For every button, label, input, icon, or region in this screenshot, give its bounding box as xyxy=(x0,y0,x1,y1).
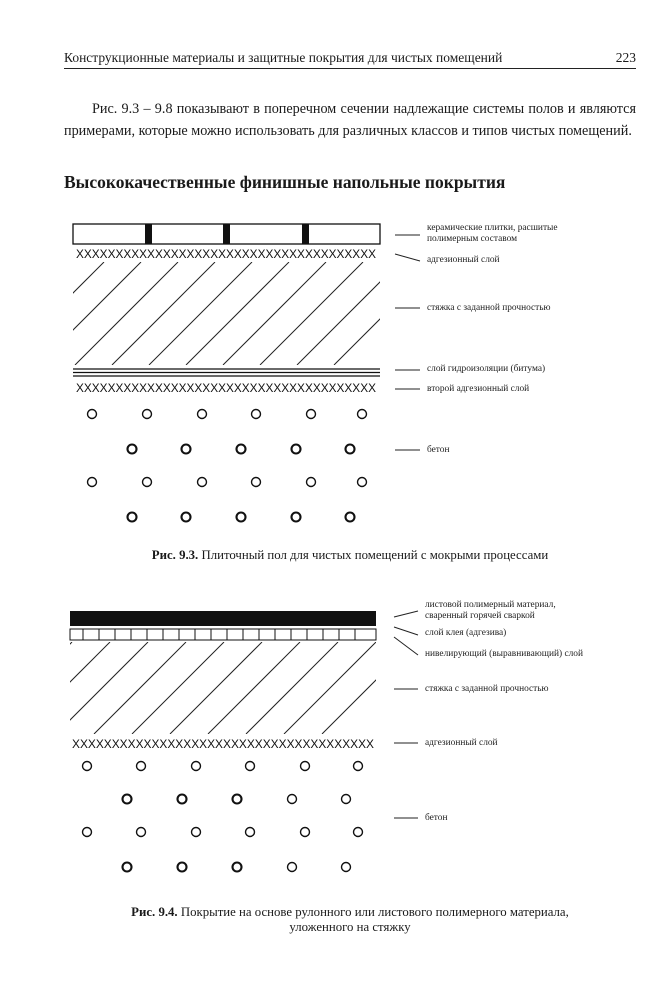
leveling-and-screed-hatch xyxy=(0,642,414,734)
label-second-adhesive: второй адгезионный слой xyxy=(427,384,530,394)
figure-9-3-caption xyxy=(64,548,636,563)
tile-joint xyxy=(302,224,309,244)
label-screed: стяжка с заданной прочностью xyxy=(425,684,549,694)
label-sheet-polymer xyxy=(425,600,556,622)
glue-layer xyxy=(70,629,376,640)
label-concrete: бетон xyxy=(427,445,450,455)
caption-line xyxy=(64,905,636,920)
label-concrete: бетон xyxy=(425,813,448,823)
label-glue-layer: слой клея (адгезива) xyxy=(425,628,507,638)
leader-lines xyxy=(394,611,418,818)
tile-joint xyxy=(145,224,152,244)
section-heading: Высококачественные финишные напольные покрытия xyxy=(64,172,506,192)
label-line: сваренный горячей сваркой xyxy=(425,611,535,621)
caption-text: Плиточный пол для чистых помещений с мокрыми процессами xyxy=(201,548,549,562)
concrete-layer xyxy=(88,410,367,522)
label-screed: стяжка с заданной прочностью xyxy=(427,303,551,313)
sheet-polymer-layer xyxy=(70,611,376,626)
header-title: Конструкционные материалы и защитные покрытия для чистых помещений xyxy=(64,50,503,65)
figure-9-4-diagram xyxy=(0,611,418,872)
adhesive-layer: XXXXXXXXXXXXXXXXXXXXXXXXXXXXXXXXXXXXXX xyxy=(76,247,376,261)
label-line: керамические плитки, расшитые xyxy=(427,223,558,233)
label-adhesive-layer: адгезионный слой xyxy=(427,255,500,265)
label-waterproofing: слой гидроизоляции (битума) xyxy=(427,364,546,374)
intro-paragraph: Рис. 9.3 – 9.8 показывают в поперечном сечении надлежащие системы полов и являются примерами, которые можно использовать для различных классов и типов чистых помещений. xyxy=(64,101,636,139)
leader-lines xyxy=(395,235,420,450)
adhesive-layer: XXXXXXXXXXXXXXXXXXXXXXXXXXXXXXXXXXXXXX xyxy=(72,737,374,751)
second-adhesive-layer: XXXXXXXXXXXXXXXXXXXXXXXXXXXXXXXXXXXXXX xyxy=(76,381,376,395)
caption-number: Рис. 9.3. xyxy=(151,548,199,562)
caption-text: Покрытие на основе рулонного или листового полимерного материала, xyxy=(180,905,569,919)
tile-joint xyxy=(223,224,230,244)
screed-hatch xyxy=(1,262,437,365)
figure-9-4-caption xyxy=(64,905,636,935)
label-ceramic-tiles xyxy=(427,223,558,245)
waterproofing-layer xyxy=(73,369,380,376)
label-adhesive-layer: адгезионный слой xyxy=(425,738,498,748)
caption-line: уложенного на стяжку xyxy=(289,920,411,934)
page-number: 223 xyxy=(615,50,636,65)
label-line: листовой полимерный материал, xyxy=(425,600,556,610)
label-leveling-layer: нивелирующий (выравнивающий) слой xyxy=(425,649,584,659)
concrete-layer xyxy=(83,762,363,872)
caption-number: Рис. 9.4. xyxy=(131,905,178,919)
figure-9-3-diagram xyxy=(1,224,437,522)
label-line: полимерным составом xyxy=(427,234,518,244)
